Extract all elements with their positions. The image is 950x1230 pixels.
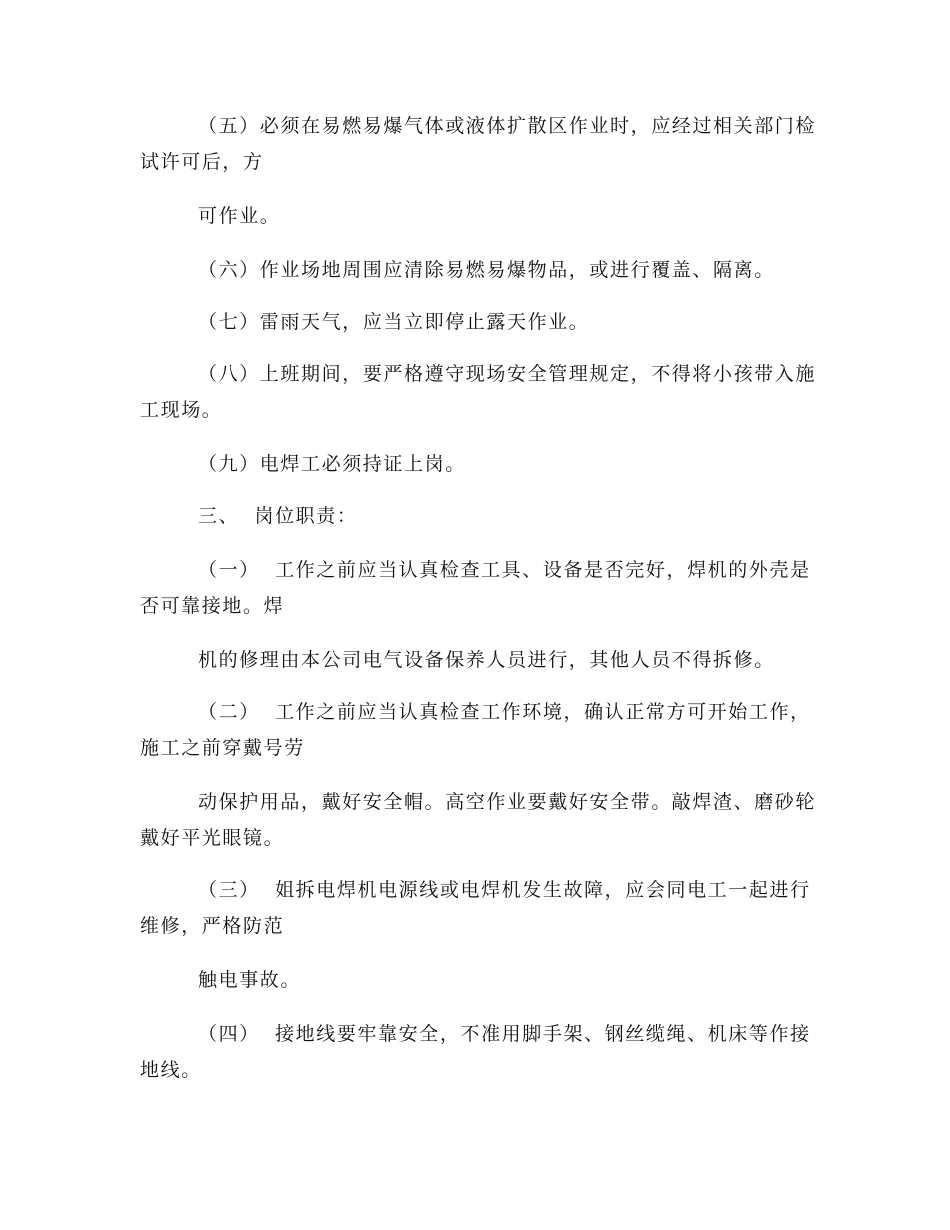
duty-2: （二） 工作之前应当认真检查工作环境，确认正常方可开始工作，施工之前穿戴号劳 — [140, 701, 811, 759]
duty-3-continuation: 触电事故。 — [198, 969, 302, 991]
paragraph-8: （八）上班期间，要严格遵守现场安全管理规定，不得将小孩带入施工现场。 — [140, 363, 817, 421]
section-heading-job-duties: 三、 岗位职责： — [198, 505, 358, 527]
paragraph-9: （九）电焊工必须持证上岗。 — [198, 453, 466, 475]
paragraph-7: （七）雷雨天气，应当立即停止露天作业。 — [198, 311, 590, 333]
paragraph-5-continuation: 可作业。 — [198, 205, 281, 227]
duty-1-continuation: 机的修理由本公司电气设备保养人员进行，其他人员不得拆修。 — [198, 649, 775, 671]
duty-2-continuation: 动保护用品，戴好安全帽。高空作业要戴好安全带。敲焊渣、磨砂轮戴好平光眼镜。 — [140, 791, 817, 849]
paragraph-5-condition: （五）必须在易燃易爆气体或液体扩散区作业时，应经过相关部门检试许可后，方 — [140, 115, 817, 173]
paragraph-6: （六）作业场地周围应清除易燃易爆物品，或进行覆盖、隔离。 — [198, 259, 775, 281]
duty-1: （一） 工作之前应当认真检查工具、设备是否完好，焊机的外壳是否可靠接地。焊 — [140, 559, 811, 617]
duty-3: （三） 姐拆电焊机电源线或电焊机发生故障，应会同电工一起进行维修，严格防范 — [140, 879, 811, 937]
duty-4: （四） 接地线要牢靠安全，不准用脚手架、钢丝缆绳、机床等作接地线。 — [140, 1023, 811, 1081]
